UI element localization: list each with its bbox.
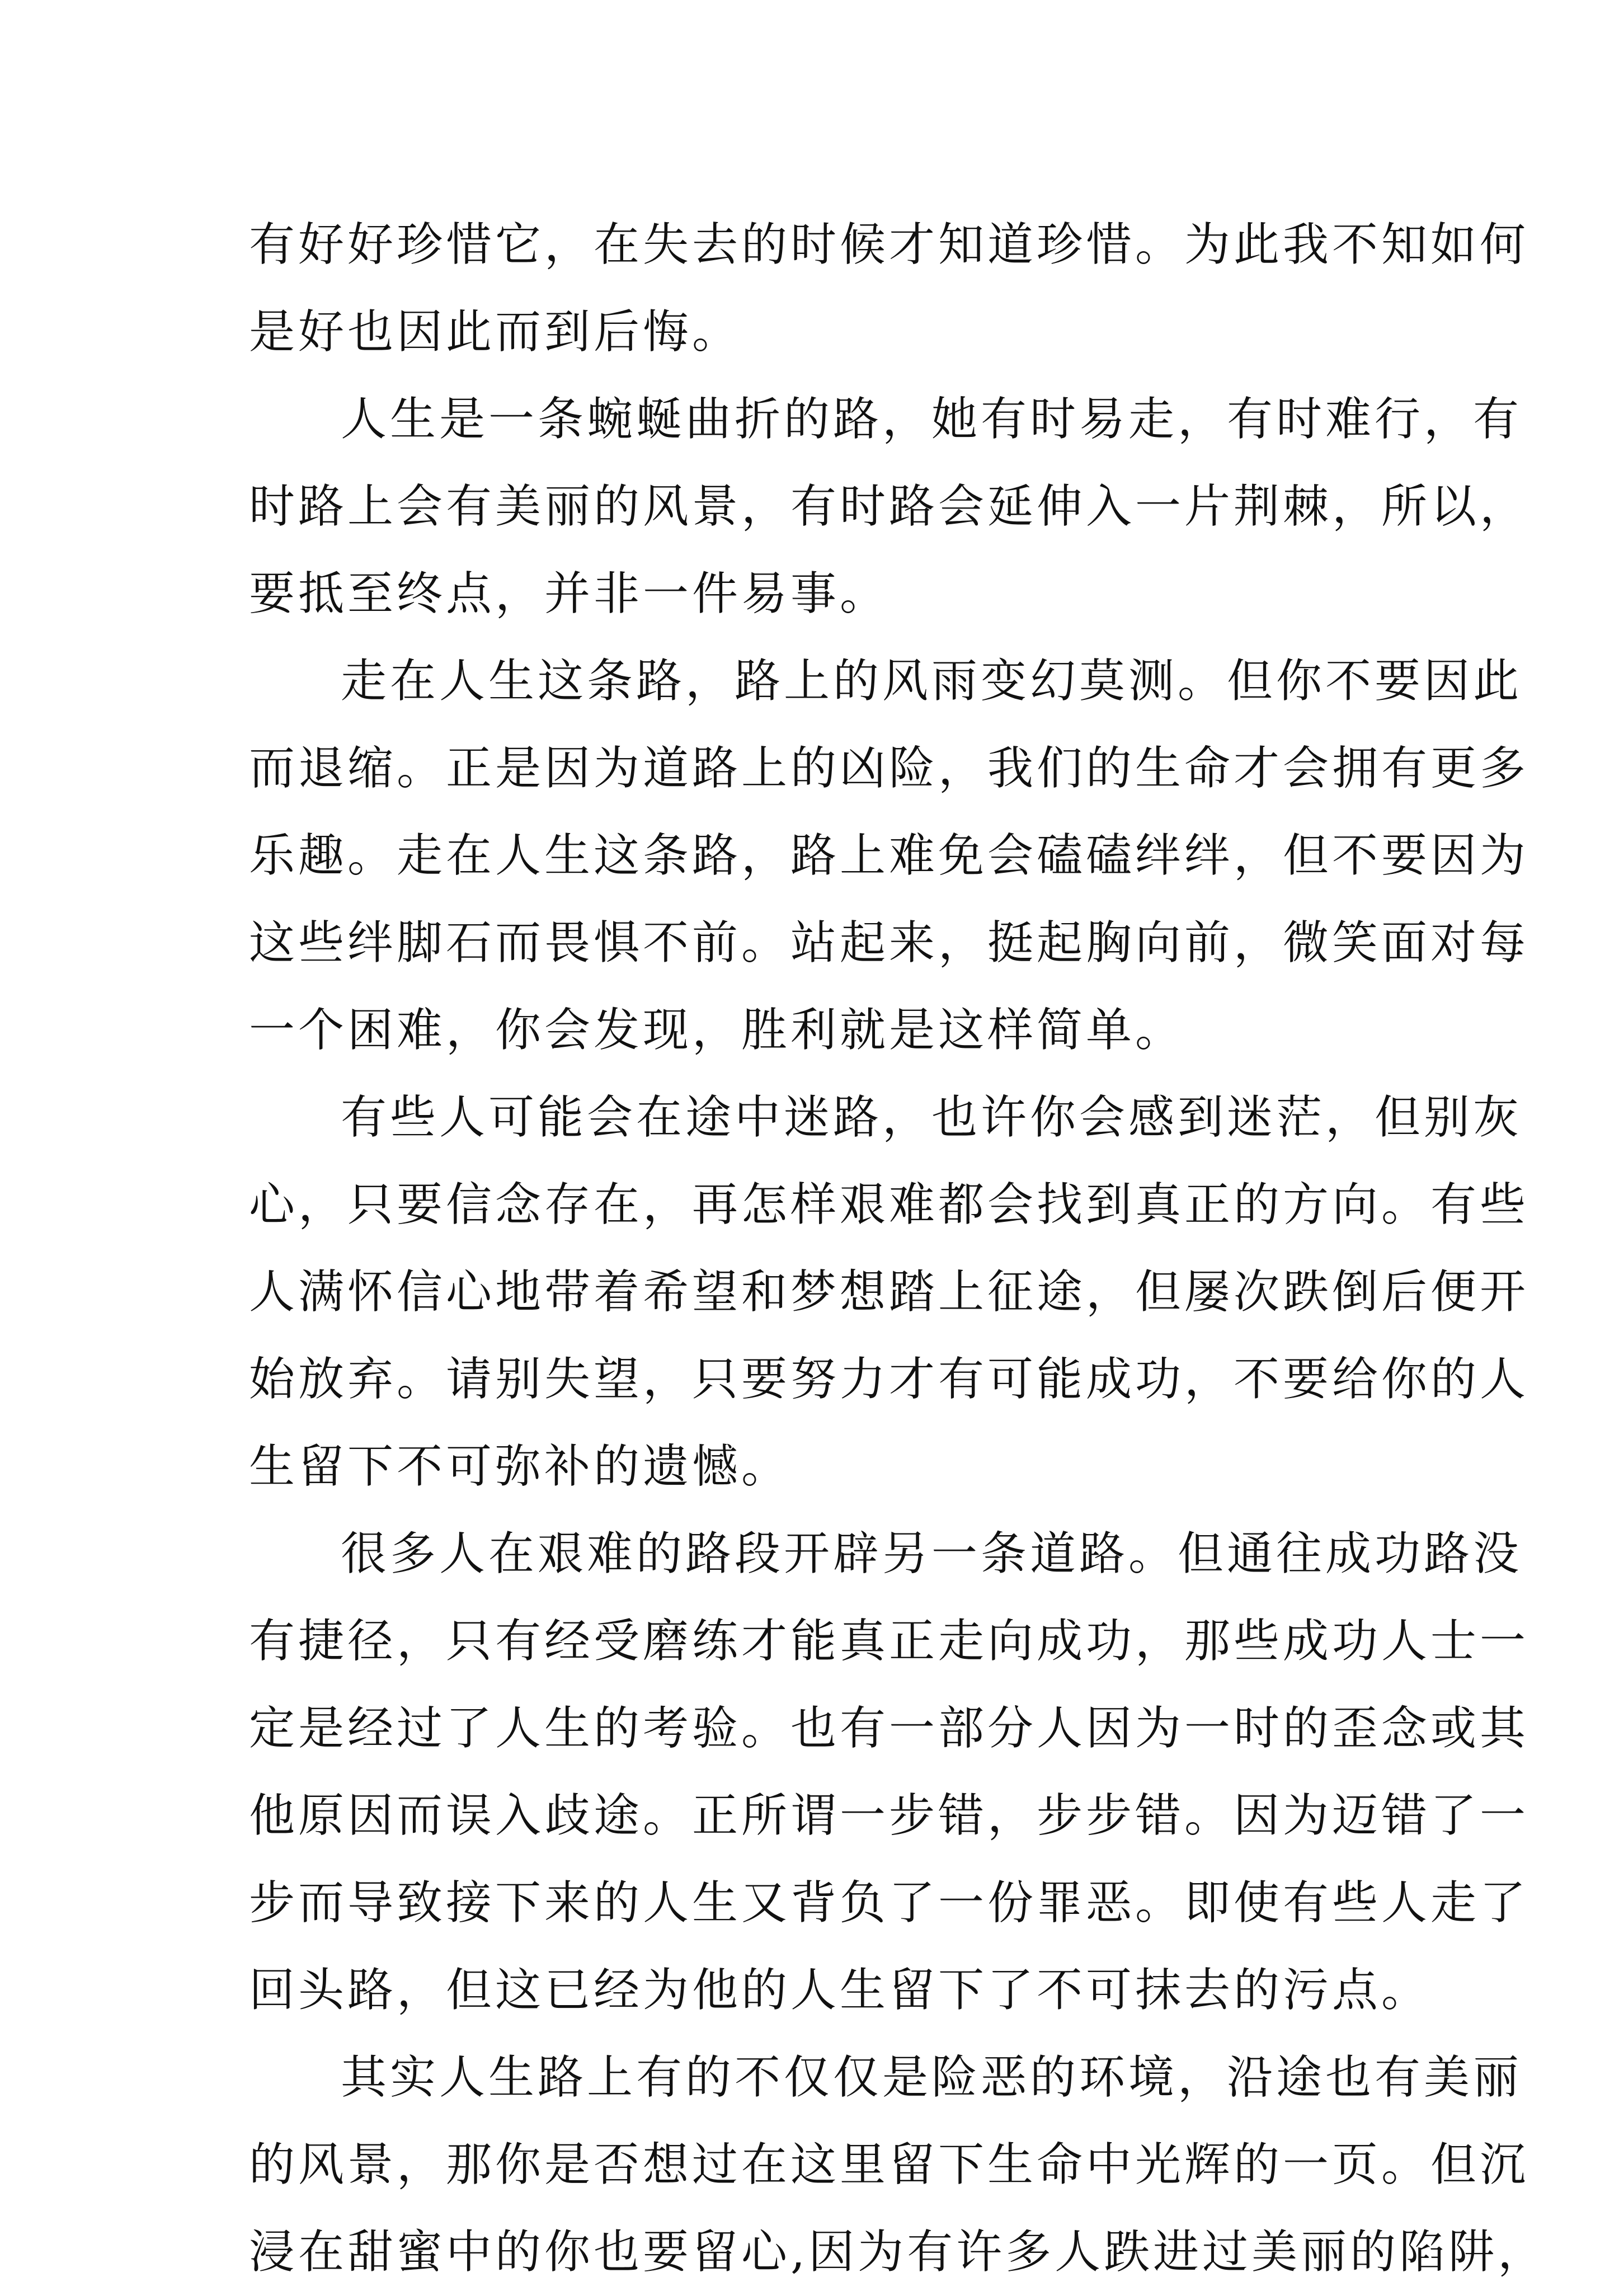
text-line: 浸在甜蜜中的你也要留心,因为有许多人跌进过美丽的陷阱， bbox=[249, 2226, 1547, 2279]
paragraph-first-line: 其实人生路上有的不仅仅是险恶的环境，沿途也有美丽 bbox=[341, 2051, 1523, 2104]
paragraph-first-line: 走在人生这条路，路上的风雨变幻莫测。但你不要因此 bbox=[341, 655, 1523, 708]
text-line: 时路上会有美丽的风景，有时路会延伸入一片荆棘，所以， bbox=[249, 480, 1529, 533]
text-line: 一个困难，你会发现，胜利就是这样简单。 bbox=[249, 1004, 1185, 1057]
paragraph-first-line: 人生是一条蜿蜒曲折的路，她有时易走，有时难行，有 bbox=[341, 393, 1523, 446]
text-line: 要抵至终点，并非一件易事。 bbox=[249, 567, 889, 620]
text-line: 的风景，那你是否想过在这里留下生命中光辉的一页。但沉 bbox=[249, 2138, 1529, 2191]
text-line: 有好好珍惜它，在失去的时候才知道珍惜。为此我不知如何 bbox=[249, 218, 1529, 271]
body-text bbox=[249, 201, 1547, 2296]
text-line: 始放弃。请别失望，只要努力才有可能成功，不要给你的人 bbox=[249, 1353, 1529, 1406]
paragraph-first-line: 很多人在艰难的路段开辟另一条道路。但通往成功路没 bbox=[341, 1527, 1523, 1580]
text-line: 而退缩。正是因为道路上的凶险，我们的生命才会拥有更多 bbox=[249, 742, 1529, 795]
text-line: 心，只要信念存在，再怎样艰难都会找到真正的方向。有些 bbox=[249, 1178, 1529, 1231]
text-line: 人满怀信心地带着希望和梦想踏上征途，但屡次跌倒后便开 bbox=[249, 1265, 1529, 1319]
text-line: 定是经过了人生的考验。也有一部分人因为一时的歪念或其 bbox=[249, 1702, 1529, 1755]
text-line: 步而导致接下来的人生又背负了一份罪恶。即使有些人走了 bbox=[249, 1876, 1529, 1930]
text-line: 是好也因此而到后悔。 bbox=[249, 305, 742, 359]
text-line: 这些绊脚石而畏惧不前。站起来，挺起胸向前，微笑面对每 bbox=[249, 916, 1529, 970]
text-line: 回头路，但这已经为他的人生留下了不可抹去的污点。 bbox=[249, 1964, 1431, 2017]
paragraph-first-line: 有些人可能会在途中迷路，也许你会感到迷茫，但别灰 bbox=[341, 1091, 1523, 1144]
text-line: 生留下不可弥补的遗憾。 bbox=[249, 1440, 791, 1493]
text-line: 有捷径，只有经受磨练才能真正走向成功，那些成功人士一 bbox=[249, 1615, 1529, 1668]
text-line: 他原因而误入歧途。正所谓一步错，步步错。因为迈错了一 bbox=[249, 1789, 1529, 1842]
text-line: 乐趣。走在人生这条路，路上难免会磕磕绊绊，但不要因为 bbox=[249, 829, 1529, 882]
